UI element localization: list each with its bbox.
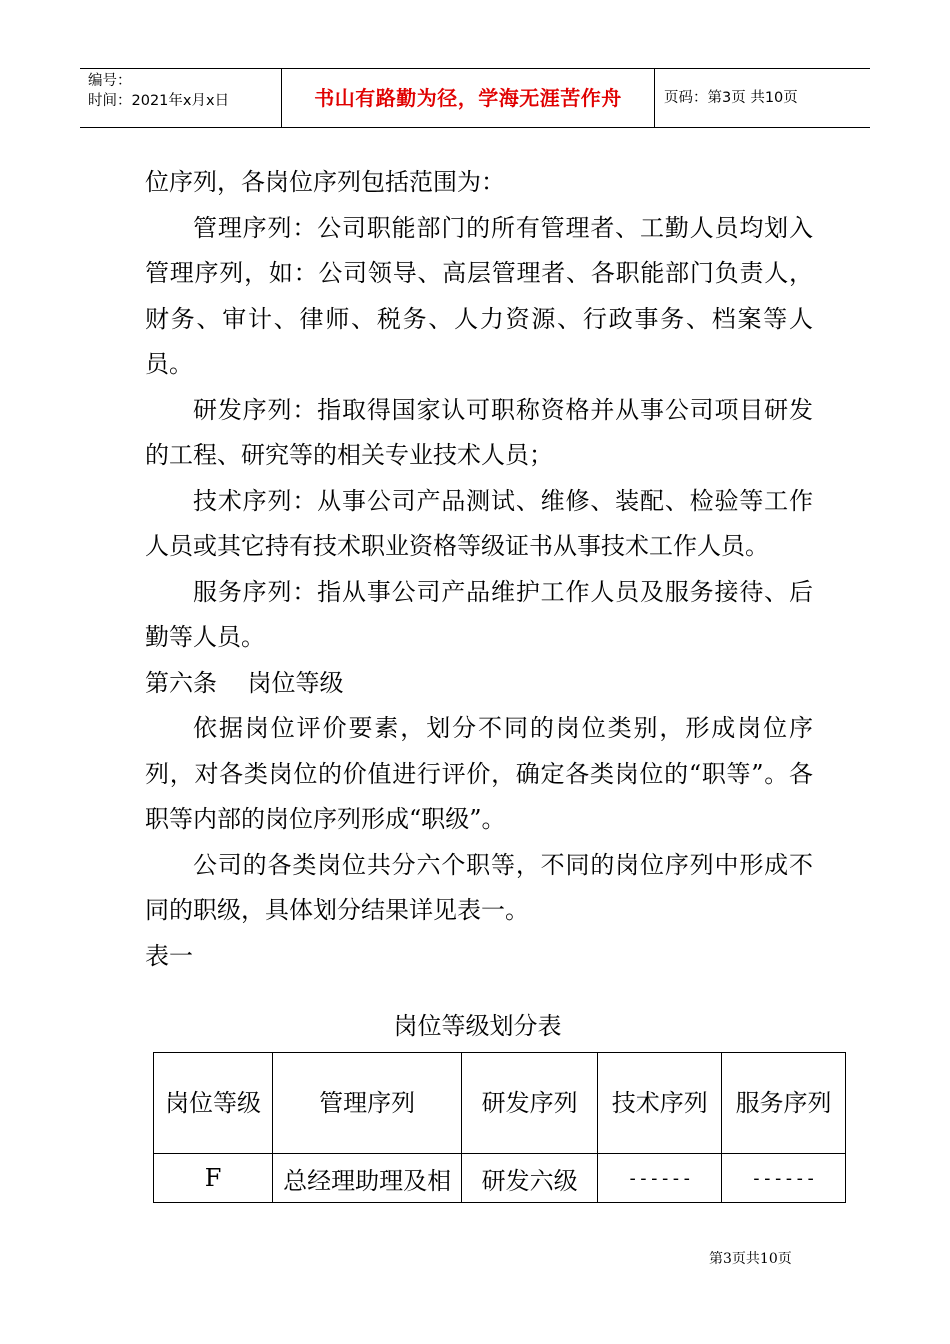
paragraph-grade-division: 公司的各类岗位共分六个职等，不同的岗位序列中形成不同的职级，具体划分结果详见表一。 bbox=[145, 850, 813, 924]
header-meta bbox=[88, 71, 280, 111]
header-time-label: 时间：2021年x月x日 bbox=[88, 93, 230, 109]
table-cell: F bbox=[154, 1154, 273, 1203]
table-header-cell: 服务序列 bbox=[722, 1053, 846, 1154]
section-heading-article-6: 第六条 岗位等级 bbox=[145, 668, 344, 697]
table-cell bbox=[273, 1154, 462, 1203]
paragraph-service-sequence: 服务序列：指从事公司产品维护工作人员及服务接待、后勤等人员。 bbox=[145, 577, 813, 651]
paragraph-continuation: 位序列，各岗位序列包括范围为： bbox=[145, 168, 505, 196]
header-page-info: 页码：第3页 共10页 bbox=[664, 90, 798, 106]
header-divider bbox=[654, 69, 655, 127]
table-cell-text: 总经理助理及相 bbox=[283, 1166, 452, 1195]
grade-table bbox=[153, 1052, 846, 1203]
table-caption: 岗位等级划分表 bbox=[393, 1012, 562, 1040]
page-footer: 第3页共10页 bbox=[709, 1251, 792, 1267]
header-number-label: 编号： bbox=[88, 73, 132, 89]
document-body bbox=[145, 160, 813, 979]
table-header-cell: 岗位等级 bbox=[154, 1053, 273, 1154]
paragraph-technical-sequence: 技术序列：从事公司产品测试、维修、装配、检验等工作人员或其它持有技术职业资格等级证书从事技术工作人员。 bbox=[145, 486, 813, 560]
table-cell: ------ bbox=[598, 1154, 722, 1203]
table-header-cell: 管理序列 bbox=[273, 1053, 462, 1154]
table-header-cell: 技术序列 bbox=[598, 1053, 722, 1154]
table-cell: 研发六级 bbox=[462, 1154, 598, 1203]
table-cell: ------ bbox=[722, 1154, 846, 1203]
paragraph-management-sequence: 管理序列：公司职能部门的所有管理者、工勤人员均划入管理序列，如：公司领导、高层管理者、各职能部门负责人，财务、审计、律师、税务、人力资源、行政事务、档案等人员。 bbox=[145, 213, 813, 378]
paragraph-rd-sequence: 研发序列：指取得国家认可职称资格并从事公司项目研发的工程、研究等的相关专业技术人员； bbox=[145, 395, 813, 469]
table-row bbox=[154, 1154, 846, 1203]
paragraph-grade-basis: 依据岗位评价要素，划分不同的岗位类别，形成岗位序列，对各类岗位的价值进行评价，确定各类岗位的“职等”。各职等内部的岗位序列形成“职级”。 bbox=[145, 714, 813, 833]
table-header-cell: 研发序列 bbox=[462, 1053, 598, 1154]
page-header bbox=[80, 68, 870, 128]
table-label: 表一 bbox=[145, 941, 193, 970]
header-motto: 书山有路勤为径，学海无涯苦作舟 bbox=[314, 86, 622, 110]
table-header-row bbox=[154, 1053, 846, 1154]
